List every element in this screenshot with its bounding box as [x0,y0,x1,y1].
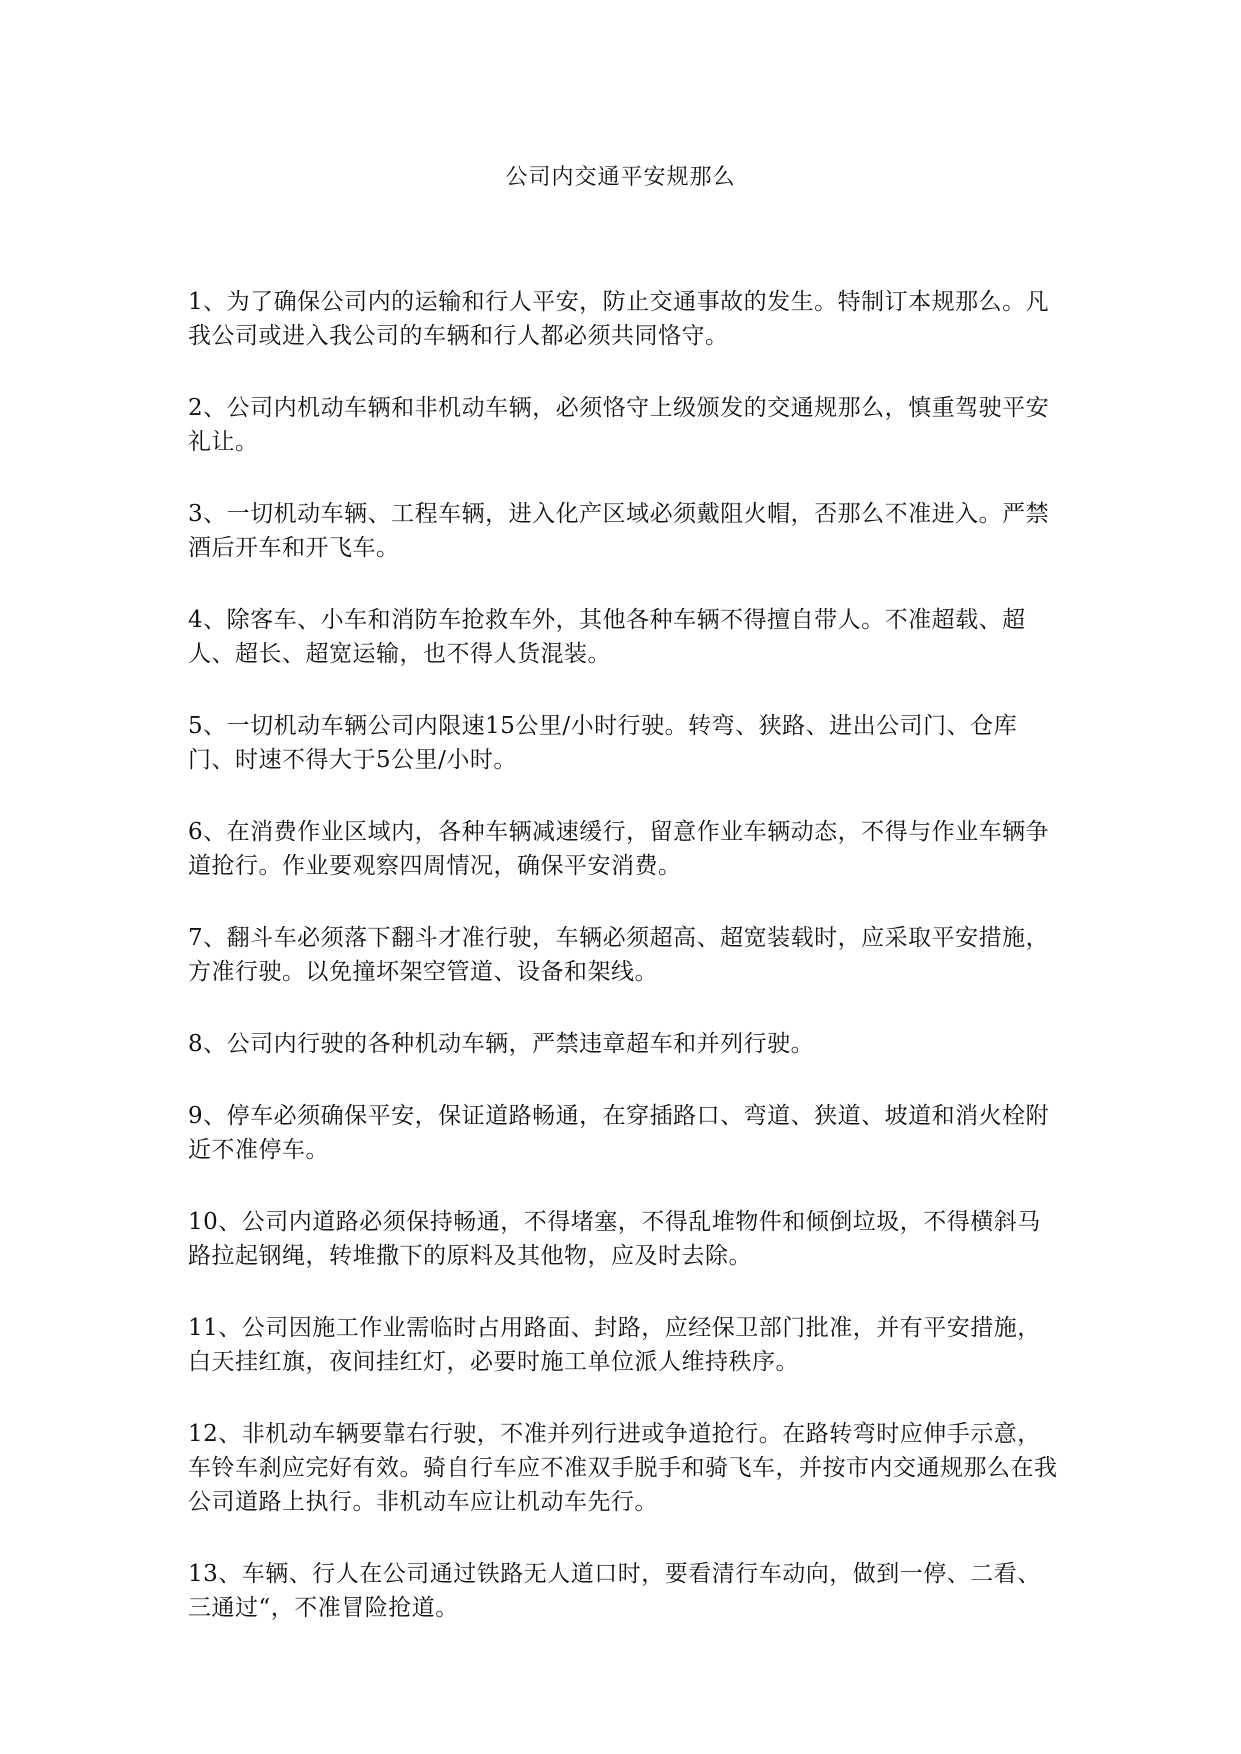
rule-item: 5、一切机动车辆公司内限速15公里/小时行驶。转弯、狭路、进出公司门、仓库门、时速不得大于5公里/小时。 [188,713,1018,773]
document-title: 公司内交通平安规那么 [505,165,736,190]
rule-item: 6、在消费作业区域内，各种车辆减速缓行，留意作业车辆动态，不得与作业车辆争道抢行。作业要观察四周情况，确保平安消费。 [188,819,1050,879]
rule-item: 8、公司内行驶的各种机动车辆，严禁违章超车和并列行驶。 [188,1031,815,1057]
rule-item: 12、非机动车辆要靠右行驶，不准并列行进或争道抢行。在路转弯时应伸手示意，车铃车刹应完好有效。骑自行车应不准双手脱手和骑飞车，并按市内交通规那么在我公司道路上执行。非机动车应让机动车先行。 [188,1421,1058,1515]
rule-item: 7、翻斗车必须落下翻斗才准行驶，车辆必须超高、超宽装载时，应采取平安措施，方准行驶。以免撞坏架空管道、设备和架线。 [188,925,1050,985]
rules-list [188,285,1058,1663]
rule-item: 3、一切机动车辆、工程车辆，进入化产区域必须戴阻火帽，否那么不准进入。严禁酒后开车和开飞车。 [188,501,1050,561]
rule-item: 9、停车必须确保平安，保证道路畅通，在穿插路口、弯道、狭道、坡道和消火栓附近不准停车。 [188,1103,1050,1163]
rule-item: 4、除客车、小车和消防车抢救车外，其他各种车辆不得擅自带人。不准超载、超人、超长、超宽运输，也不得人货混装。 [188,607,1026,667]
rule-item: 11、公司因施工作业需临时占用路面、封路，应经保卫部门批准，并有平安措施，白天挂红旗，夜间挂红灯，必要时施工单位派人维持秩序。 [188,1315,1041,1375]
rule-item: 13、车辆、行人在公司通过铁路无人道口时，要看清行车动向，做到一停、二看、三通过“，不准冒险抢道。 [188,1561,1041,1621]
rule-item: 2、公司内机动车辆和非机动车辆，必须恪守上级颁发的交通规那么，慎重驾驶平安礼让。 [188,395,1050,455]
rule-item: 10、公司内道路必须保持畅通，不得堵塞，不得乱堆物件和倾倒垃圾，不得横斜马路拉起钢绳，转堆撒下的原料及其他物，应及时去除。 [188,1209,1041,1269]
rule-item: 1、为了确保公司内的运输和行人平安，防止交通事故的发生。特制订本规那么。凡我公司或进入我公司的车辆和行人都必须共同恪守。 [188,289,1050,349]
